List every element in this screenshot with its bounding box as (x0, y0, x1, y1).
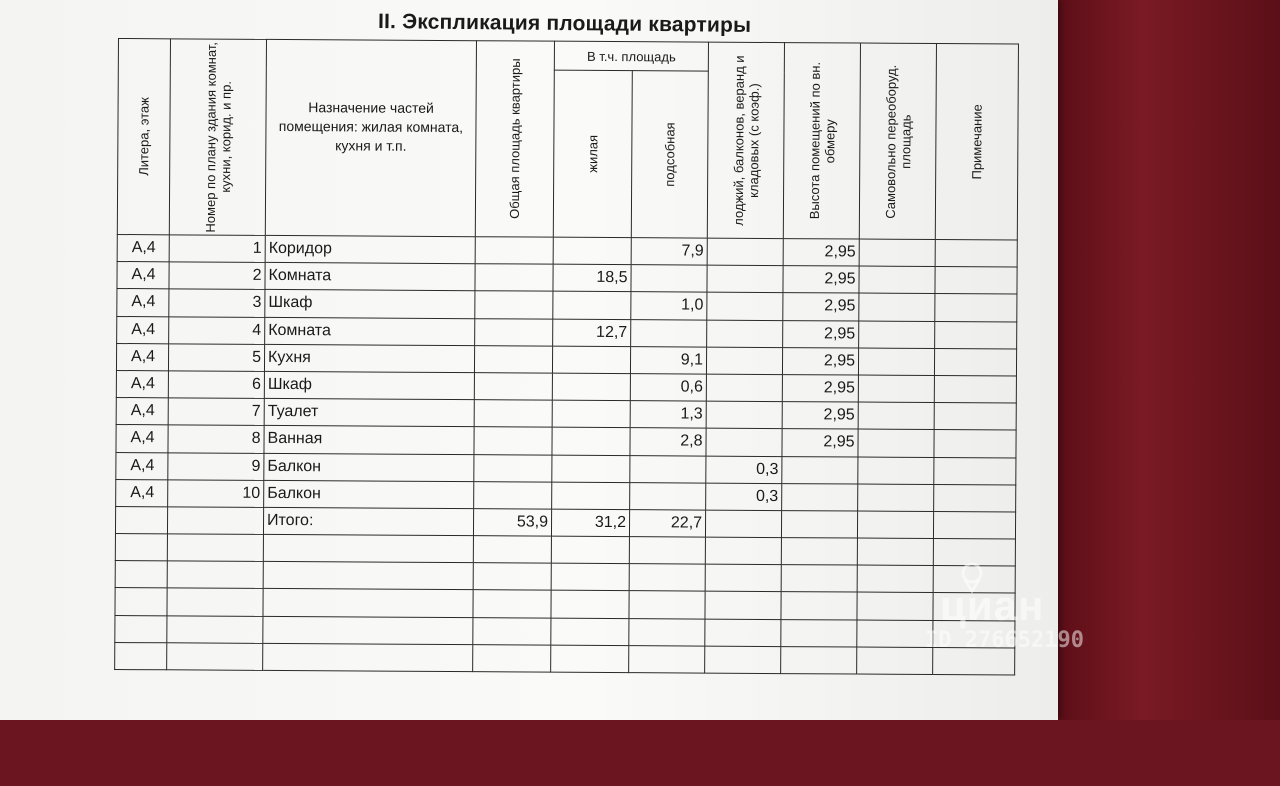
cell-litera: А,4 (116, 370, 168, 398)
empty-cell (705, 646, 781, 674)
empty-row (115, 642, 1015, 675)
empty-cell (115, 534, 167, 562)
header-auxiliary: подсобная (631, 71, 708, 238)
cell-total (475, 318, 553, 346)
totals-cell (705, 510, 781, 538)
empty-cell (473, 563, 551, 591)
cell-num: 4 (169, 316, 265, 344)
cell-self (859, 321, 935, 349)
totals-cell: 31,2 (551, 509, 629, 537)
cell-name: Балкон (264, 480, 474, 508)
empty-cell (781, 565, 857, 593)
explication-table-wrapper (114, 38, 1018, 663)
cell-total (474, 454, 552, 482)
cell-litera: А,4 (117, 262, 169, 290)
watermark-brand: циан (940, 582, 1045, 629)
cell-loggia (707, 238, 783, 266)
totals-cell (781, 510, 857, 538)
empty-cell (167, 561, 263, 589)
cell-loggia: 0,3 (706, 456, 782, 484)
cell-note (934, 348, 1016, 376)
empty-cell (551, 618, 629, 646)
cell-num: 5 (168, 344, 264, 372)
empty-cell (115, 642, 167, 670)
cell-aux: 7,9 (631, 238, 707, 266)
cell-self (858, 429, 934, 457)
empty-cell (857, 620, 933, 648)
cell-litera: А,4 (117, 234, 169, 262)
header-purpose: Назначение частей помещения: жилая комната, кухня и т.п. (265, 39, 476, 236)
totals-cell: 22,7 (629, 510, 705, 538)
cell-num: 3 (169, 289, 265, 317)
cell-self (858, 348, 934, 376)
header-loggias: лоджий, балконов, веранд и кладовых (с коэф.) (707, 42, 784, 238)
header-height: Высота помещений по вн. обмеру (783, 43, 860, 239)
empty-cell (167, 588, 263, 616)
cell-name: Шкаф (265, 290, 475, 318)
cell-height (782, 483, 858, 511)
cell-num: 9 (168, 452, 264, 480)
empty-cell (551, 645, 629, 673)
cell-loggia (706, 374, 782, 402)
cell-litera: А,4 (116, 343, 168, 371)
cell-loggia: 0,3 (706, 483, 782, 511)
empty-cell (705, 537, 781, 565)
empty-cell (263, 562, 473, 590)
cell-note (935, 321, 1017, 349)
empty-cell (857, 565, 933, 593)
cell-aux (630, 455, 706, 483)
cell-note (934, 375, 1016, 403)
empty-cell (705, 564, 781, 592)
cell-height: 2,95 (783, 266, 859, 294)
cell-note (934, 484, 1016, 512)
cell-name: Комната (265, 263, 475, 291)
cell-living (552, 482, 630, 510)
cell-total (474, 345, 552, 373)
cell-litera: А,4 (116, 452, 168, 480)
cell-self (858, 402, 934, 430)
cell-total (475, 264, 553, 292)
totals-cell (857, 511, 933, 539)
document-title: II. Экспликация площади квартиры (377, 10, 752, 37)
empty-cell (781, 619, 857, 647)
cell-height: 2,95 (782, 347, 858, 375)
cell-aux: 9,1 (630, 346, 706, 374)
empty-cell (167, 643, 263, 671)
cell-living (552, 455, 630, 483)
cell-litera: А,4 (117, 316, 169, 344)
cell-name: Шкаф (264, 371, 474, 399)
cell-total (475, 291, 553, 319)
empty-cell (115, 588, 167, 616)
empty-cell (473, 590, 551, 618)
header-litera: Литера, этаж (117, 39, 170, 235)
cell-living (553, 237, 631, 265)
table-body (115, 234, 1018, 674)
cell-aux: 1,0 (631, 292, 707, 320)
cell-litera: А,4 (116, 398, 168, 426)
cell-name: Кухня (264, 344, 474, 372)
cell-num: 10 (168, 479, 264, 507)
empty-cell (167, 615, 263, 643)
cell-self (858, 484, 934, 512)
cell-loggia (706, 428, 782, 456)
empty-cell (857, 592, 933, 620)
empty-cell (629, 618, 705, 646)
watermark-id: ID 276652190 (925, 628, 1084, 653)
cell-height: 2,95 (783, 320, 859, 348)
cell-aux: 0,6 (630, 374, 706, 402)
header-living: жилая (553, 70, 632, 237)
empty-cell (263, 616, 473, 644)
totals-cell: 53,9 (473, 509, 551, 537)
cell-loggia (707, 320, 783, 348)
empty-cell (263, 534, 473, 562)
cell-num: 7 (168, 398, 264, 426)
cell-living (552, 346, 630, 374)
empty-cell (551, 591, 629, 619)
empty-cell (781, 592, 857, 620)
empty-cell (473, 644, 551, 672)
cell-total (474, 427, 552, 455)
cell-loggia (707, 292, 783, 320)
cell-num: 6 (168, 371, 264, 399)
cell-name: Балкон (264, 453, 474, 481)
cell-loggia (706, 401, 782, 429)
cell-living: 12,7 (553, 319, 631, 347)
cell-self (858, 457, 934, 485)
cell-name: Коридор (265, 235, 475, 263)
empty-cell (263, 589, 473, 617)
cell-total (474, 373, 552, 401)
empty-cell (551, 563, 629, 591)
cell-litera: А,4 (117, 289, 169, 317)
cell-self (859, 266, 935, 294)
empty-cell (167, 534, 263, 562)
empty-cell (705, 592, 781, 620)
empty-cell (781, 646, 857, 674)
cell-note (935, 267, 1017, 295)
empty-cell (115, 615, 167, 643)
cell-num: 8 (168, 425, 264, 453)
cell-height (782, 456, 858, 484)
cell-note (935, 294, 1017, 322)
cell-total (474, 481, 552, 509)
cell-litera: А,4 (116, 479, 168, 507)
cell-height: 2,95 (782, 375, 858, 403)
totals-cell (933, 511, 1015, 539)
header-number: Номер по плану здания комнат, кухни, корид. и пр. (169, 39, 266, 236)
cell-aux (631, 319, 707, 347)
header-incl-area: В т.ч. площадь (554, 41, 708, 71)
cell-aux: 1,3 (630, 401, 706, 429)
cell-litera: А,4 (116, 425, 168, 453)
cell-name: Туалет (264, 399, 474, 427)
header-self-reequip: Самовольно переоборуд. площадь (859, 43, 936, 239)
cell-living (552, 427, 630, 455)
cell-name: Комната (265, 317, 475, 345)
empty-cell (629, 564, 705, 592)
cell-self (859, 239, 935, 267)
empty-cell (857, 647, 933, 675)
cell-self (859, 293, 935, 321)
cell-living (552, 373, 630, 401)
empty-cell (473, 536, 551, 564)
explication-table (114, 38, 1019, 675)
cell-living: 18,5 (553, 264, 631, 292)
cell-num: 1 (169, 235, 265, 263)
cell-aux: 2,8 (630, 428, 706, 456)
cell-living (552, 400, 630, 428)
totals-label: Итого: (263, 507, 473, 535)
cell-note (935, 239, 1017, 267)
totals-cell (115, 506, 167, 534)
cell-note (934, 457, 1016, 485)
empty-cell (705, 619, 781, 647)
header-note: Примечание (935, 43, 1018, 239)
totals-cell (167, 507, 263, 535)
empty-cell (629, 645, 705, 673)
cell-height: 2,95 (783, 239, 859, 267)
cell-aux (630, 482, 706, 510)
cell-name: Ванная (264, 426, 474, 454)
cell-note (934, 403, 1016, 431)
cell-height: 2,95 (782, 429, 858, 457)
empty-cell (857, 538, 933, 566)
background-fabric (1050, 0, 1280, 720)
empty-cell (263, 643, 473, 671)
empty-cell (551, 536, 629, 564)
empty-cell (629, 537, 705, 565)
cell-total (474, 400, 552, 428)
cell-height: 2,95 (783, 293, 859, 321)
empty-cell (781, 538, 857, 566)
cell-self (858, 375, 934, 403)
empty-cell (115, 561, 167, 589)
cell-total (475, 237, 553, 265)
cell-aux (631, 265, 707, 293)
header-total-area: Общая площадь квартиры (475, 41, 554, 237)
cell-num: 2 (169, 262, 265, 290)
empty-cell (629, 591, 705, 619)
cell-height: 2,95 (782, 402, 858, 430)
cell-note (934, 430, 1016, 458)
empty-cell (473, 617, 551, 645)
cell-loggia (707, 265, 783, 293)
cell-living (553, 292, 631, 320)
cell-loggia (706, 347, 782, 375)
